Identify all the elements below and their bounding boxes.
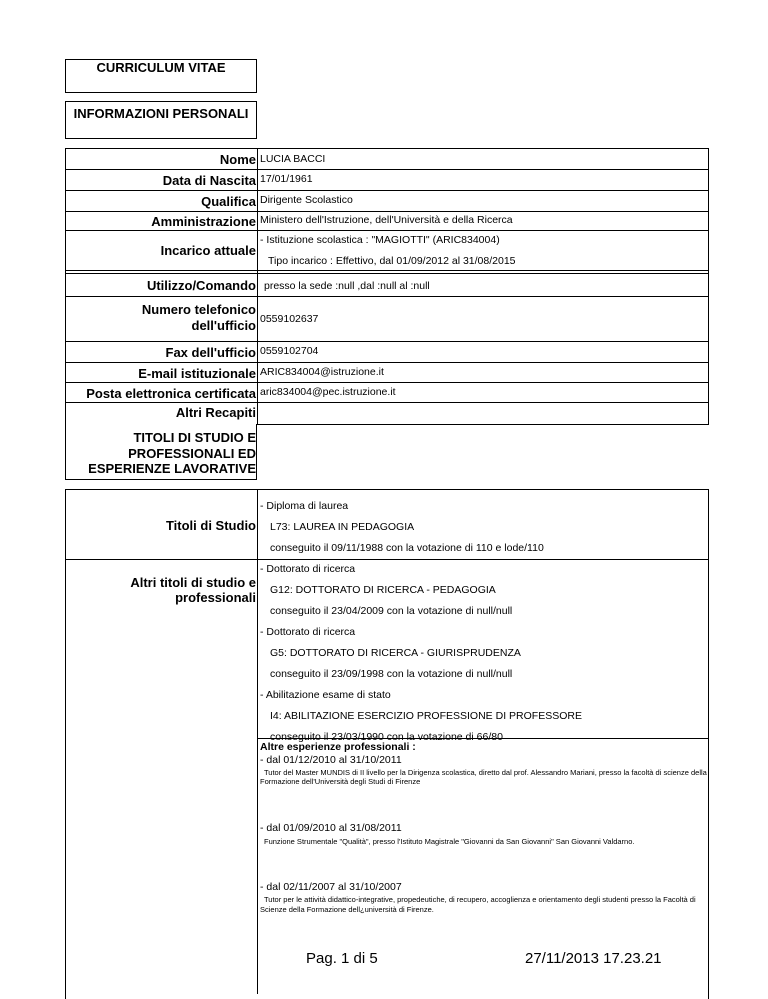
qualifica-label: Qualifica (201, 194, 256, 209)
esperienza-1-desc-1: Tutor del Master MUNDIS di II livello per la Dirigenza scolastica, diretto dal prof. Alessandro Mariani, presso la facoltà di scienze della (264, 768, 707, 777)
titles-heading (88, 430, 256, 477)
nome-label: Nome (219, 152, 256, 167)
email-value: ARIC834004@istruzione.it (260, 366, 384, 378)
cv-title: CURRICULUM VITAE (96, 60, 226, 75)
altri-recapiti-label: Altri Recapiti (175, 405, 256, 420)
page-number: Pag. 1 di 5 (306, 950, 378, 967)
esperienza-1-desc-2: Formazione dell'Università degli Studi di Firenze (260, 777, 421, 786)
esperienza-3-period: - dal 02/11/2007 al 31/10/2007 (260, 881, 402, 893)
nome-value: LUCIA BACCI (260, 153, 326, 165)
titles-heading-line3: ESPERIENZE LAVORATIVE (88, 461, 256, 476)
nascita-label: Data di Nascita (162, 173, 256, 188)
footer-timestamp: 27/11/2013 17.23.21 (525, 950, 662, 967)
pec-value: aric834004@pec.istruzione.it (260, 386, 396, 398)
esperienza-2-period: - dal 01/09/2010 al 31/08/2011 (260, 822, 402, 834)
incarico-line2: Tipo incarico : Effettivo, dal 01/09/2012 al 31/08/2015 (268, 255, 516, 267)
nascita-value: 17/01/1961 (260, 173, 313, 185)
titles-heading-line2: PROFESSIONALI ED (128, 445, 256, 461)
telefono-value: 0559102637 (260, 313, 319, 325)
altri-titoli-label-1: Altri titoli di studio e (130, 575, 256, 590)
amministrazione-value: Ministero dell'Istruzione, dell'Università e della Ricerca (260, 214, 513, 226)
esperienze-heading: Altre esperienze professionali : (260, 741, 416, 753)
utilizzo-value: presso la sede :null ,dal :null al :null (264, 280, 430, 292)
fax-value: 0559102704 (260, 345, 319, 357)
altri-titolo-1-type: - Dottorato di ricerca (260, 563, 356, 575)
titles-heading-line1: TITOLI DI STUDIO E (133, 430, 256, 445)
pec-label: Posta elettronica certificata (86, 386, 256, 401)
studio-label: Titoli di Studio (165, 518, 256, 533)
altri-titolo-2-result: conseguito il 23/09/1998 con la votazione di null/null (270, 668, 513, 680)
altri-titolo-3-type: - Abilitazione esame di stato (260, 689, 391, 701)
studio-degree: L73: LAUREA IN PEDAGOGIA (270, 521, 415, 533)
altri-titolo-3-result: conseguito il 23/03/1990 con la votazione di 66/80 (270, 731, 503, 743)
altri-titoli-label-2: professionali (175, 590, 256, 605)
studio-type: - Diploma di laurea (260, 500, 349, 512)
altri-titolo-1-name: G12: DOTTORATO DI RICERCA - PEDAGOGIA (270, 584, 496, 596)
altri-titolo-3-name: I4: ABILITAZIONE ESERCIZIO PROFESSIONE DI PROFESSORE (270, 710, 582, 722)
altri-titolo-2-type: - Dottorato di ricerca (260, 626, 356, 638)
amministrazione-label: Amministrazione (151, 214, 256, 229)
incarico-line1: - Istituzione scolastica : "MAGIOTTI" (ARIC834004) (260, 234, 500, 246)
email-label: E-mail istituzionale (138, 366, 256, 381)
altri-titolo-1-result: conseguito il 23/04/2009 con la votazione di null/null (270, 605, 513, 617)
telefono-label-2: dell'ufficio (191, 318, 256, 333)
qualifica-value: Dirigente Scolastico (260, 194, 353, 206)
incarico-label: Incarico attuale (160, 243, 256, 258)
studio-result: conseguito il 09/11/1988 con la votazione di 110 e lode/110 (270, 542, 544, 554)
titles-column-divider (257, 489, 258, 994)
telefono-label-1: Numero telefonico (141, 302, 256, 317)
esperienza-3-desc-2: Scienze della Formazione dell¿università di Firenze. (260, 905, 434, 914)
altri-titolo-2-name: G5: DOTTORATO DI RICERCA - GIURISPRUDENZA (270, 647, 521, 659)
utilizzo-label: Utilizzo/Comando (146, 278, 256, 293)
esperienza-1-period: - dal 01/12/2010 al 31/10/2011 (260, 754, 402, 766)
personal-info-title: INFORMAZIONI PERSONALI (73, 106, 249, 121)
esperienza-2-desc-1: Funzione Strumentale "Qualità", presso l'Istituto Magistrale "Giovanni da San Giovanni" San Giovanni Valdarno. (264, 837, 635, 846)
esperienza-3-desc-1: Tutor per le attività didattico-integrative, propedeutiche, di recupero, accoglienza e orientamento degli studenti presso la Facoltà di (264, 895, 696, 904)
fax-label: Fax dell'ufficio (165, 345, 256, 360)
